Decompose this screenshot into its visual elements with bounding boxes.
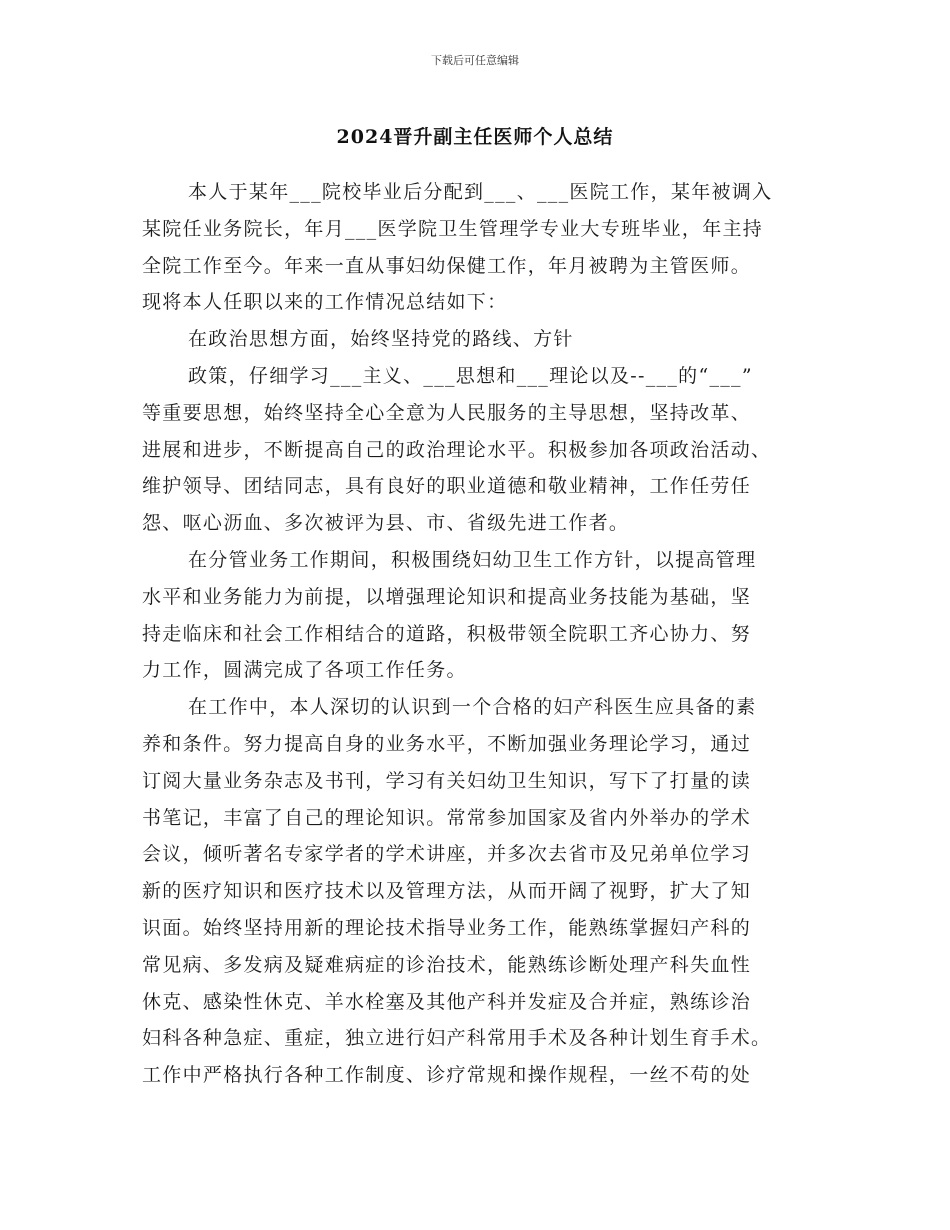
text-line: 力工作，圆满完成了各项工作任务。 — [142, 659, 467, 682]
document-title: 2024晋升副主任医师个人总结 — [336, 126, 614, 148]
text-line: 某院任业务院长，年月___医学院卫生管理学专业大专班毕业，年主持 — [142, 217, 764, 240]
text-line: 进展和进步，不断提高自己的政治理论水平。积极参加各项政治活动、 — [142, 438, 772, 461]
text-line: 休克、感染性休克、羊水栓塞及其他产科并发症及合并症，熟练诊治 — [142, 990, 752, 1013]
text-line: 妇科各种急症、重症，独立进行妇产科常用手术及各种计划生育手术。 — [142, 1027, 772, 1050]
text-line: 在分管业务工作期间，积极围绕妇幼卫生工作方针，以提高管理 — [188, 548, 757, 571]
text-line: 新的医疗知识和医疗技术以及管理方法，从而开阔了视野，扩大了知 — [142, 880, 752, 903]
text-line: 会议，倾听著名专家学者的学术讲座，并多次去省市及兄弟单位学习 — [142, 843, 752, 866]
document-body — [142, 174, 832, 1094]
text-line: 怨、呕心沥血、多次被评为县、市、省级先进工作者。 — [142, 512, 630, 535]
text-line: 在政治思想方面，始终坚持党的路线、方针 — [188, 328, 574, 351]
header-note: 下载后可任意编辑 — [431, 54, 519, 67]
text-line: 识面。始终坚持用新的理论技术指导业务工作，能熟练掌握妇产科的 — [142, 916, 752, 939]
text-line: 全院工作至今。年来一直从事妇幼保健工作，年月被聘为主管医师。 — [142, 254, 752, 277]
text-line: 工作中严格执行各种工作制度、诊疗常规和操作规程，一丝不苟的处 — [142, 1064, 752, 1087]
text-line: 现将本人任职以来的工作情况总结如下： — [142, 291, 508, 314]
text-line: 常见病、多发病及疑难病症的诊治技术，能熟练诊断处理产科失血性 — [142, 953, 752, 976]
text-line: 养和条件。努力提高自身的业务水平，不断加强业务理论学习，通过 — [142, 732, 752, 755]
text-line: 书笔记，丰富了自己的理论知识。常常参加国家及省内外举办的学术 — [142, 806, 752, 829]
text-line: 水平和业务能力为前提，以增强理论知识和提高业务技能为基础，坚 — [142, 585, 752, 608]
text-line: 维护领导、团结同志，具有良好的职业道德和敬业精神，工作任劳任 — [142, 475, 752, 498]
text-line: 政策，仔细学习___主义、___思想和___理论以及--___的“___” — [188, 364, 753, 387]
text-line: 本人于某年___院校毕业后分配到___、___医院工作，某年被调入 — [188, 181, 773, 203]
text-line: 等重要思想，始终坚持全心全意为人民服务的主导思想，坚持改革、 — [142, 401, 752, 424]
text-line: 在工作中，本人深切的认识到一个合格的妇产科医生应具备的素 — [188, 696, 757, 719]
text-line: 持走临床和社会工作相结合的道路，积极带领全院职工齐心协力、努 — [142, 622, 752, 645]
text-line: 订阅大量业务杂志及书刊，学习有关妇幼卫生知识，写下了打量的读 — [142, 769, 752, 792]
